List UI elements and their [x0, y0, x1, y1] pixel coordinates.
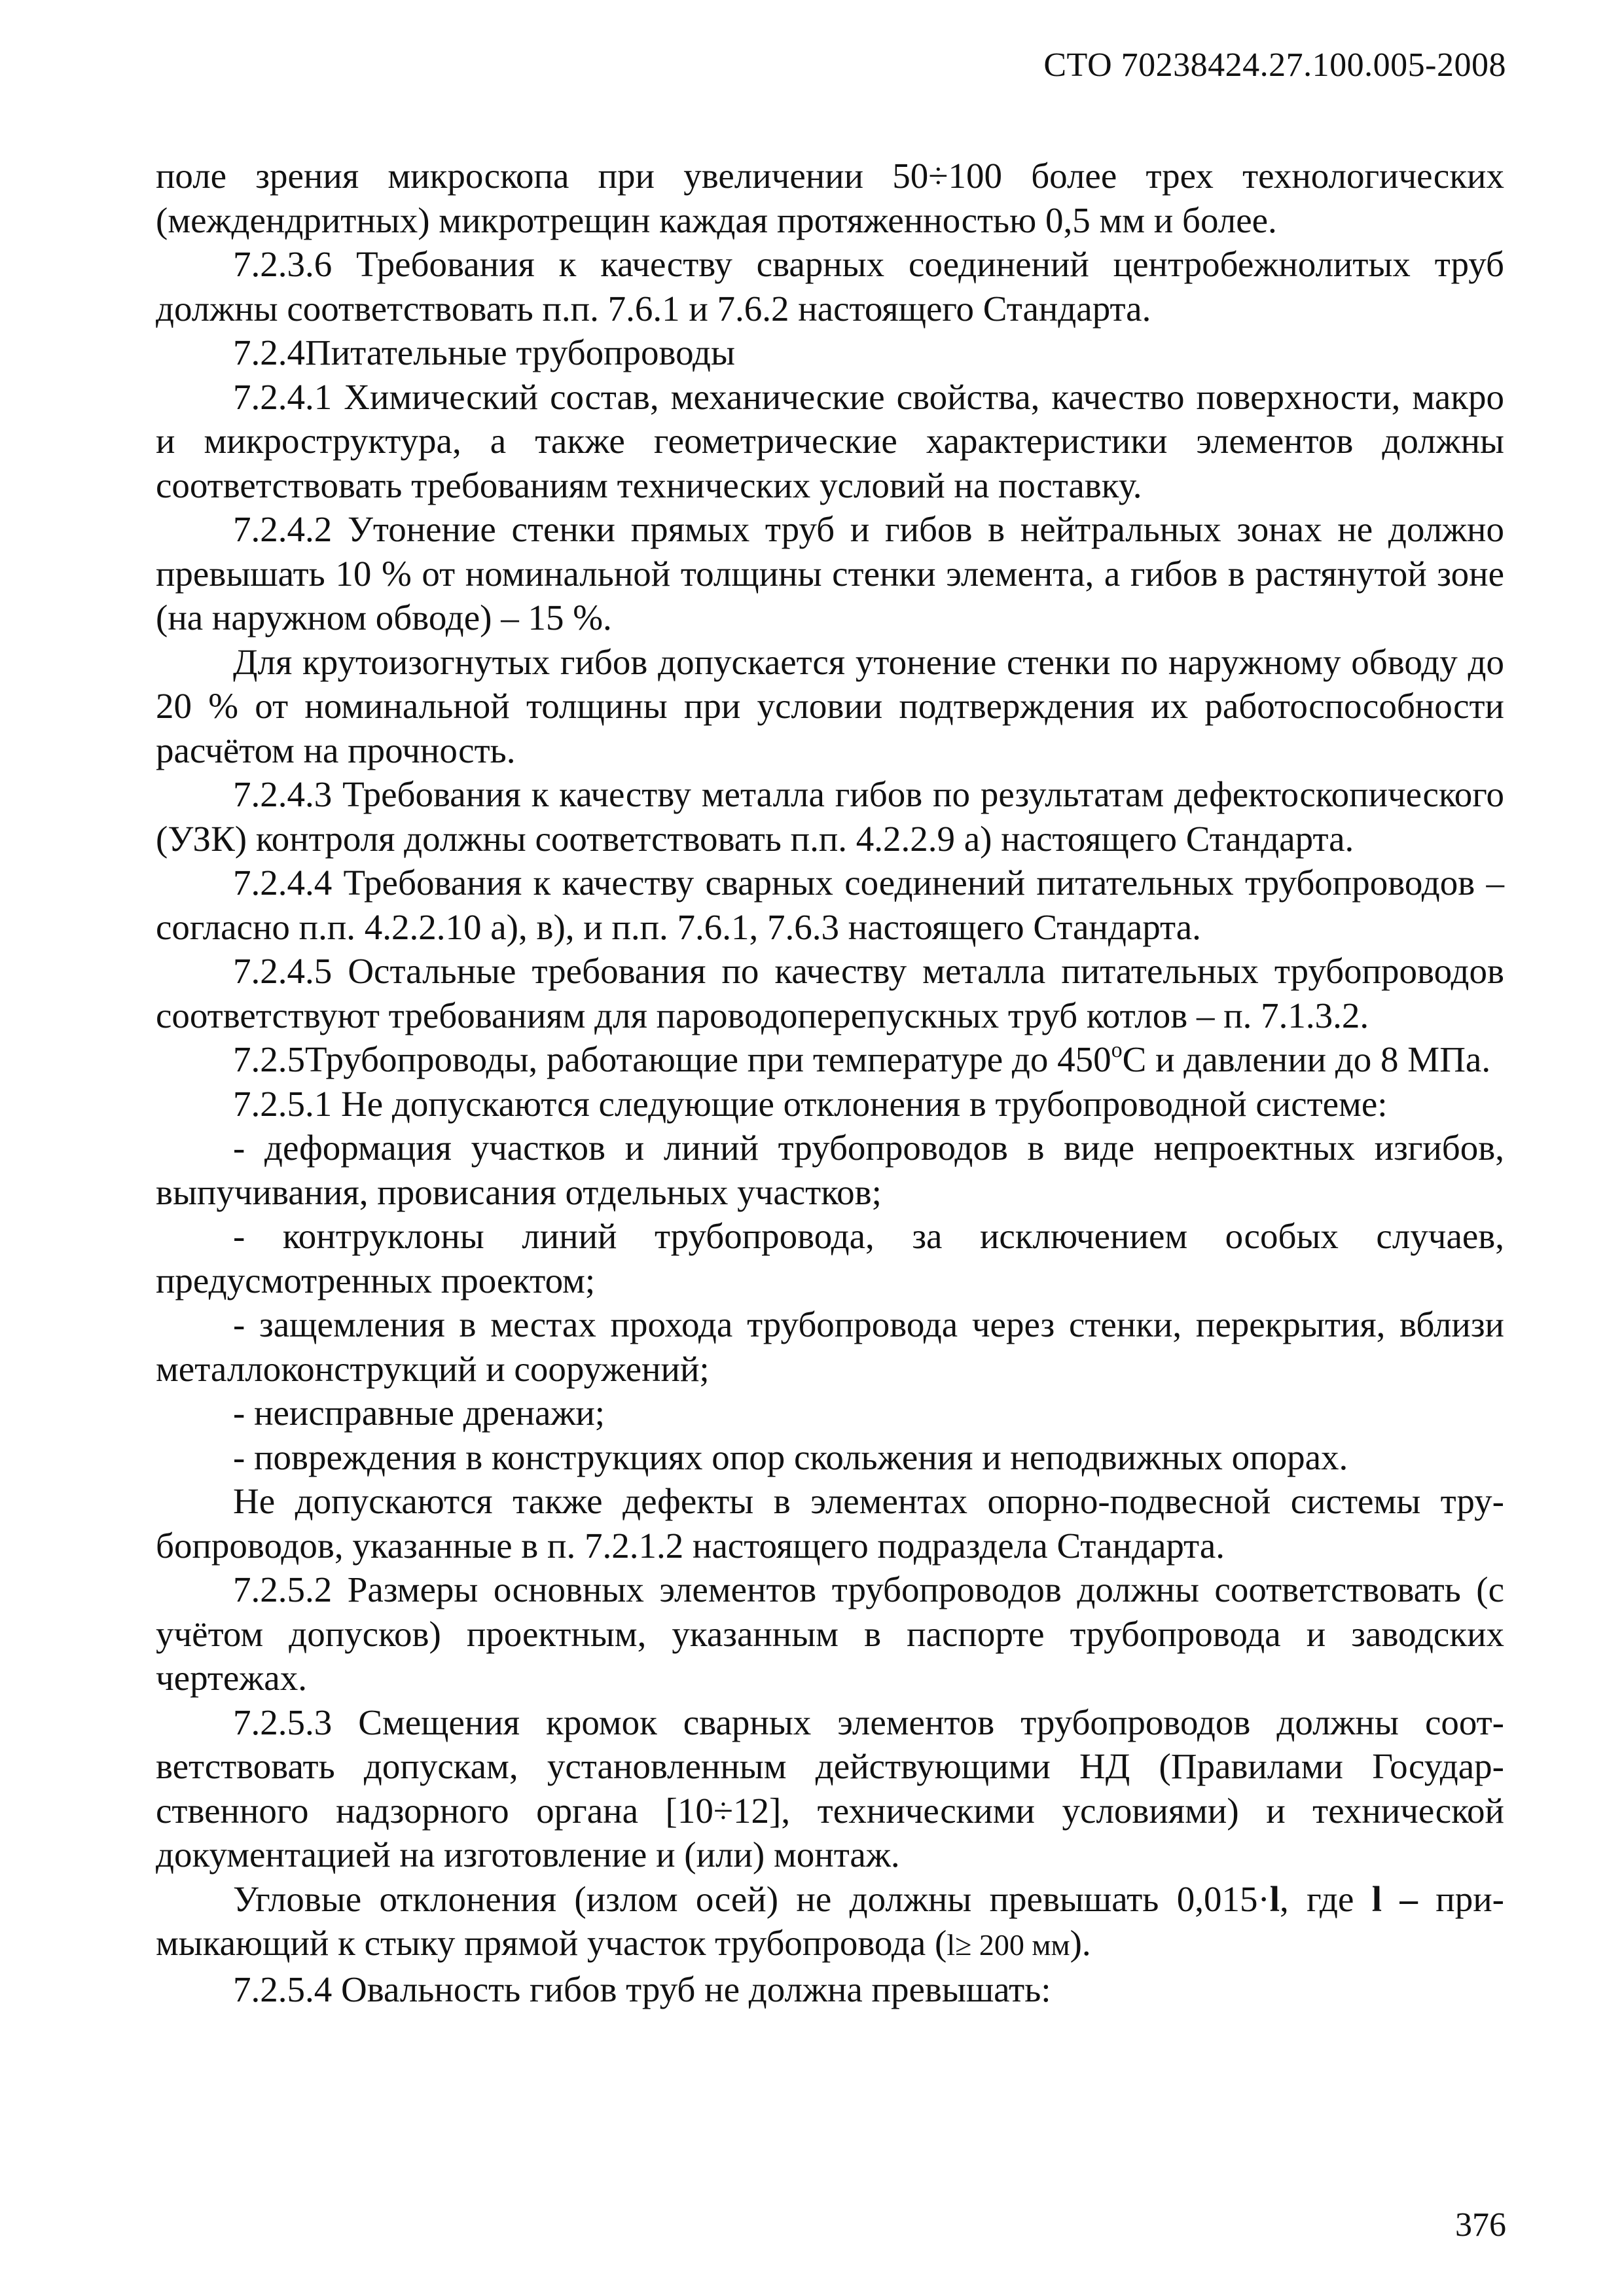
angular-part-a: Угловые отклонения (излом осей) не должны превышать 0,015·	[233, 1878, 1270, 1919]
symbol-l: l	[1269, 1878, 1280, 1919]
list-item-drains: - неисправные дренажи;	[233, 1393, 605, 1433]
paragraph-7-2-5-1: 7.2.5.1 Не допускаются следующие отклонения в трубопроводной системе:	[233, 1083, 1388, 1124]
paragraph-7-2-4-1: 7.2.4.1 Химический состав, механические свойства, качество поверхности, макро и микроструктура, а также геометрические характеристики элементов должны соответствовать требованиям технических условий на поставку.	[156, 376, 1504, 505]
paragraph-bend-thinning: Для крутоизогнутых гибов допускается утонение стенки по наружному обводу до 20 % от номинальной толщины при условии подтверждения их работоспособности расчётом на прочность.	[156, 641, 1504, 770]
document-code-header: СТО 70238424.27.100.005-2008	[1043, 46, 1506, 84]
heading-7-2-4: 7.2.4Питательные трубопроводы	[233, 332, 735, 372]
paragraph-7-2-5-4: 7.2.5.4 Овальность гибов труб не должна превышать:	[233, 1969, 1051, 2009]
list-item-clamping: - защемления в местах прохода трубопровода через стенки, перекрытия, вблизи металлоконструкций и сооружений;	[156, 1304, 1504, 1389]
list-item-deformation: - деформация участков и линий трубопроводов в виде непроектных изгибов, выпучивания, провисания отдельных участков;	[156, 1128, 1504, 1212]
list-item-support-damage: - повреждения в конструкциях опор скольжения и неподвижных опорах.	[233, 1437, 1348, 1477]
heading-7-2-5-part-b: С и давлении до 8 МПа.	[1122, 1039, 1491, 1079]
angular-part-d: ).	[1070, 1923, 1091, 1963]
paragraph-7-2-5-3: 7.2.5.3 Смещения кромок сварных элементов трубопроводов должны соответствовать допускам, установленным действующими НД (Правилами Государственного надзорного органа [10÷12], техническими условиями) и технической документацией на изготовление и (или) монтаж.	[156, 1702, 1504, 1874]
angular-part-c: примыкающий к стыку прямой участок трубопровода (	[156, 1878, 1504, 1963]
symbol-l-definition: l –	[1371, 1878, 1436, 1919]
length-condition: l≥ 200 мм	[947, 1928, 1070, 1962]
heading-7-2-5	[156, 1037, 1504, 1082]
list-item-counter-slopes: - контруклоны линий трубопровода, за исключением особых случаев, предусмотренных проектом;	[156, 1216, 1504, 1300]
paragraph-7-2-3-6: 7.2.3.6 Требования к качеству сварных соединений центробежнолитых труб должны соответствовать п.п. 7.6.1 и 7.6.2 настоящего Стандарта.	[156, 244, 1504, 329]
paragraph-support-defects: Не допускаются также дефекты в элементах опорно-подвесной системы трубопроводов, указанные в п. 7.2.1.2 настоящего подраздела Стандарта.	[156, 1481, 1504, 1566]
paragraph-continuation: поле зрения микроскопа при увеличении 50÷100 более трех технологических (междендритных) микротрещин каждая протяженностью 0,5 мм и более.	[156, 156, 1504, 240]
paragraph-7-2-4-2: 7.2.4.2 Утонение стенки прямых труб и гибов в нейтральных зонах не должно превышать 10 % от номинальной толщины стенки элемента, а гибов в растянутой зоне (на наружном обводе) – 15 %.	[156, 509, 1504, 637]
degree-sign: o	[1111, 1038, 1123, 1062]
body-text	[156, 154, 1504, 2011]
paragraph-7-2-4-3: 7.2.4.3 Требования к качеству металла гибов по результатам дефектоскопического (УЗК) контроля должны соответствовать п.п. 4.2.2.9 а) настоящего Стандарта.	[156, 774, 1504, 859]
page-number: 376	[1455, 2206, 1506, 2244]
paragraph-7-2-4-5: 7.2.4.5 Остальные требования по качеству металла питательных трубопроводов соответствуют требованиям для пароводоперепускных труб котлов – п. 7.1.3.2.	[156, 951, 1504, 1035]
paragraph-angular-deviation	[156, 1877, 1504, 1967]
paragraph-7-2-4-4: 7.2.4.4 Требования к качеству сварных соединений питательных трубопроводов – согласно п.п. 4.2.2.10 а), в), и п.п. 7.6.1, 7.6.3 настоящего Стандарта.	[156, 863, 1504, 947]
heading-7-2-5-part-a: 7.2.5Трубопроводы, работающие при температуре до 450	[233, 1039, 1111, 1079]
paragraph-7-2-5-2: 7.2.5.2 Размеры основных элементов трубопроводов должны соответствовать (с учётом допусков) проектным, указанным в паспорте трубопровода и заводских чертежах.	[156, 1570, 1504, 1698]
angular-part-b: , где	[1280, 1878, 1372, 1919]
